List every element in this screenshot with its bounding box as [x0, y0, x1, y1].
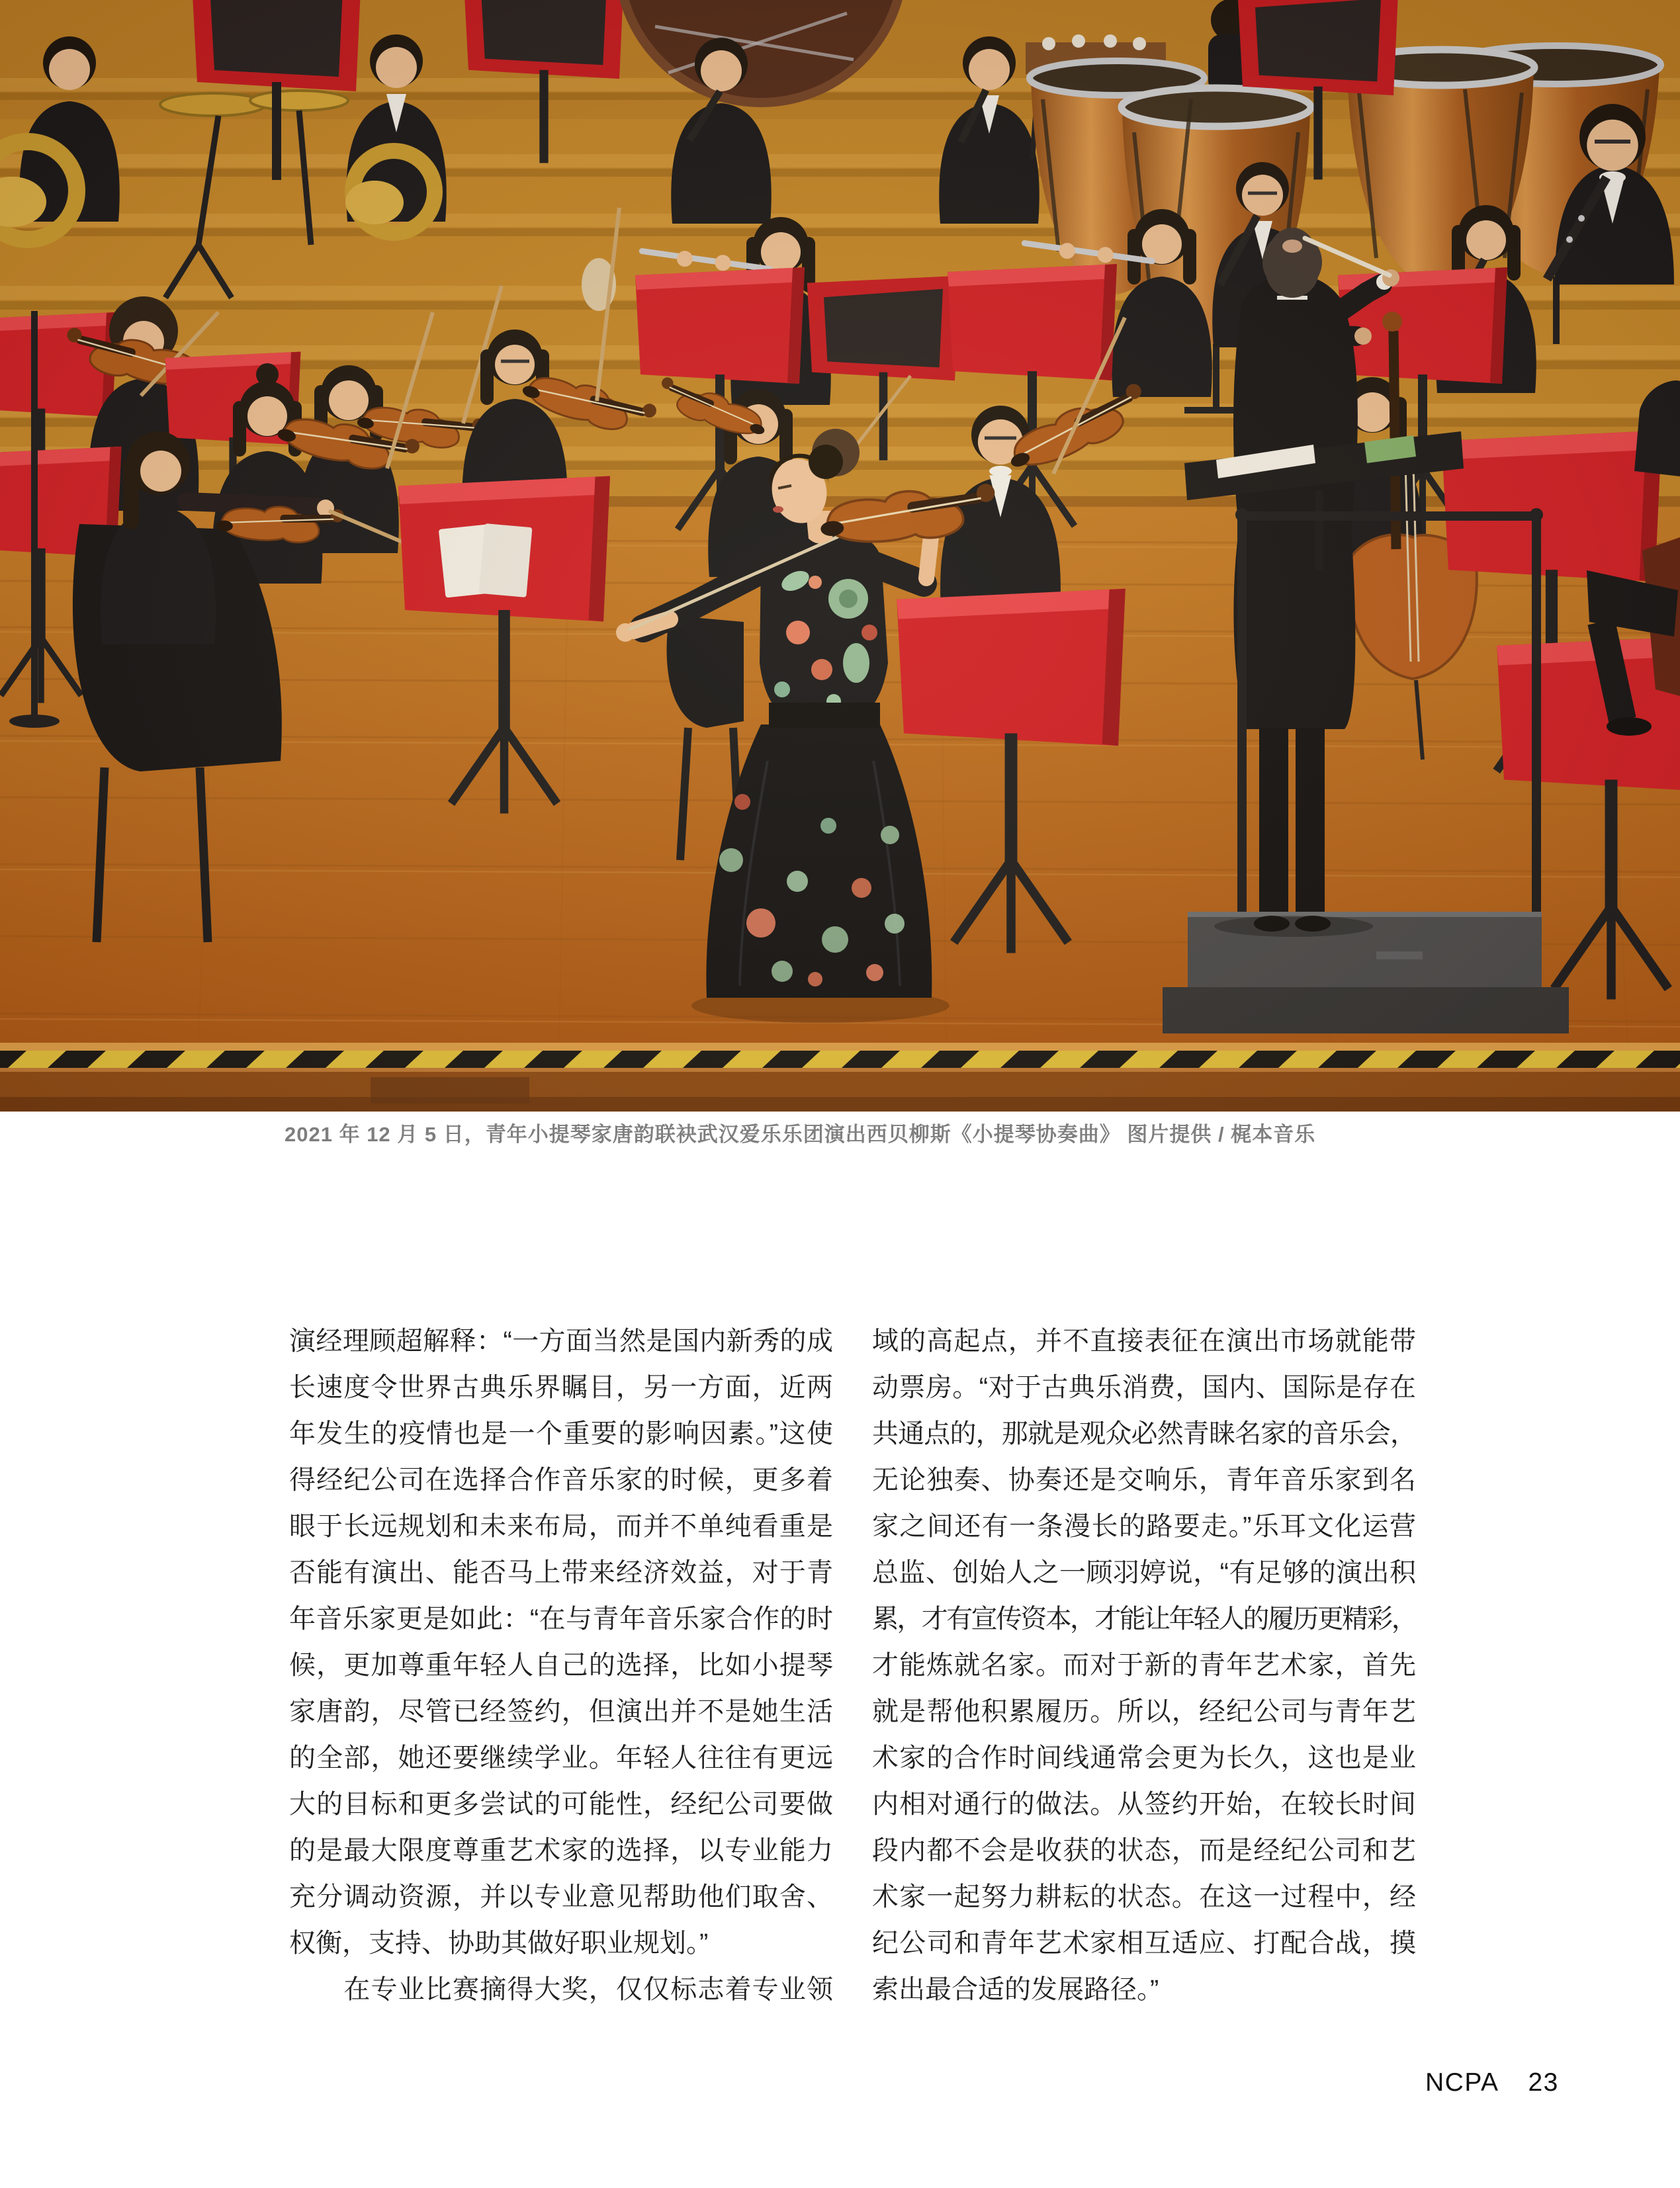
text-line: 眼于长远规划和未来布局，而并不单纯看重是 — [289, 1512, 833, 1541]
text-line: 段内都不会是收获的状态，而是经纪公司和艺 — [872, 1836, 1416, 1865]
text-line: 共通点的，那就是观众必然青睐名家的音乐会， — [872, 1419, 1416, 1448]
photo-caption: 2021 年 12 月 5 日，青年小提琴家唐韵联袂武汉爱乐乐团演出西贝柳斯《小提琴协奏曲》 图片提供 / 梶本音乐 — [285, 1123, 1316, 1146]
text-line: 长速度令世界古典乐界瞩目，另一方面，近两 — [289, 1373, 833, 1402]
text-line: 权衡，支持、协助其做好职业规划。” — [289, 1929, 709, 1958]
text-line: 得经纪公司在选择合作音乐家的时候，更多着 — [289, 1466, 833, 1495]
text-line: 内相对通行的做法。从签约开始，在较长时间 — [872, 1790, 1416, 1819]
text-line: 才能炼就名家。而对于新的青年艺术家，首先 — [872, 1651, 1416, 1680]
text-line: 索出最合适的发展路径。” — [872, 1975, 1159, 2004]
text-line: 年音乐家更是如此：“在与青年音乐家合作的时 — [289, 1604, 833, 1634]
text-line: 术家一起努力耕耘的状态。在这一过程中，经 — [872, 1882, 1416, 1911]
text-line: 演经理顾超解释：“一方面当然是国内新秀的成 — [289, 1327, 833, 1356]
text-line: 充分调动资源，并以专业意见帮助他们取舍、 — [289, 1882, 833, 1911]
text-line: 在专业比赛摘得大奖，仅仅标志着专业领 — [289, 1975, 833, 2004]
text-line: 术家的合作时间线通常会更为长久，这也是业 — [872, 1743, 1416, 1772]
text-line: 家之间还有一条漫长的路要走。”乐耳文化运营 — [872, 1512, 1416, 1541]
text-line: 候，更加尊重年轻人自己的选择，比如小提琴 — [289, 1651, 833, 1680]
magazine-brand: NCPA — [1425, 2068, 1499, 2097]
text-line: 否能有演出、能否马上带来经济效益，对于青 — [289, 1558, 833, 1587]
text-line: 累，才有宣传资本，才能让年轻人的履历更精彩， — [872, 1604, 1416, 1634]
page-footer — [1425, 2068, 1559, 2097]
text-line: 大的目标和更多尝试的可能性，经纪公司要做 — [289, 1790, 833, 1819]
article-column-left — [289, 1318, 833, 2013]
article-column-right — [872, 1318, 1416, 2013]
text-line: 纪公司和青年艺术家相互适应、打配合战，摸 — [872, 1929, 1416, 1958]
text-line: 年发生的疫情也是一个重要的影响因素。”这使 — [289, 1419, 833, 1448]
text-line: 的是最大限度尊重艺术家的选择，以专业能力 — [289, 1836, 833, 1865]
page-number: 23 — [1528, 2068, 1559, 2097]
text-line: 域的高起点，并不直接表征在演出市场就能带 — [872, 1327, 1416, 1356]
text-line: 动票房。“对于古典乐消费，国内、国际是存在 — [872, 1373, 1416, 1402]
text-line: 无论独奏、协奏还是交响乐，青年音乐家到名 — [872, 1466, 1416, 1495]
text-line: 的全部，她还要继续学业。年轻人往往有更远 — [289, 1743, 833, 1772]
text-line: 家唐韵，尽管已经签约，但演出并不是她生活 — [289, 1697, 833, 1726]
text-line: 就是帮他积累履历。所以，经纪公司与青年艺 — [872, 1697, 1416, 1726]
text-line: 总监、创始人之一顾羽婷说，“有足够的演出积 — [872, 1558, 1416, 1587]
